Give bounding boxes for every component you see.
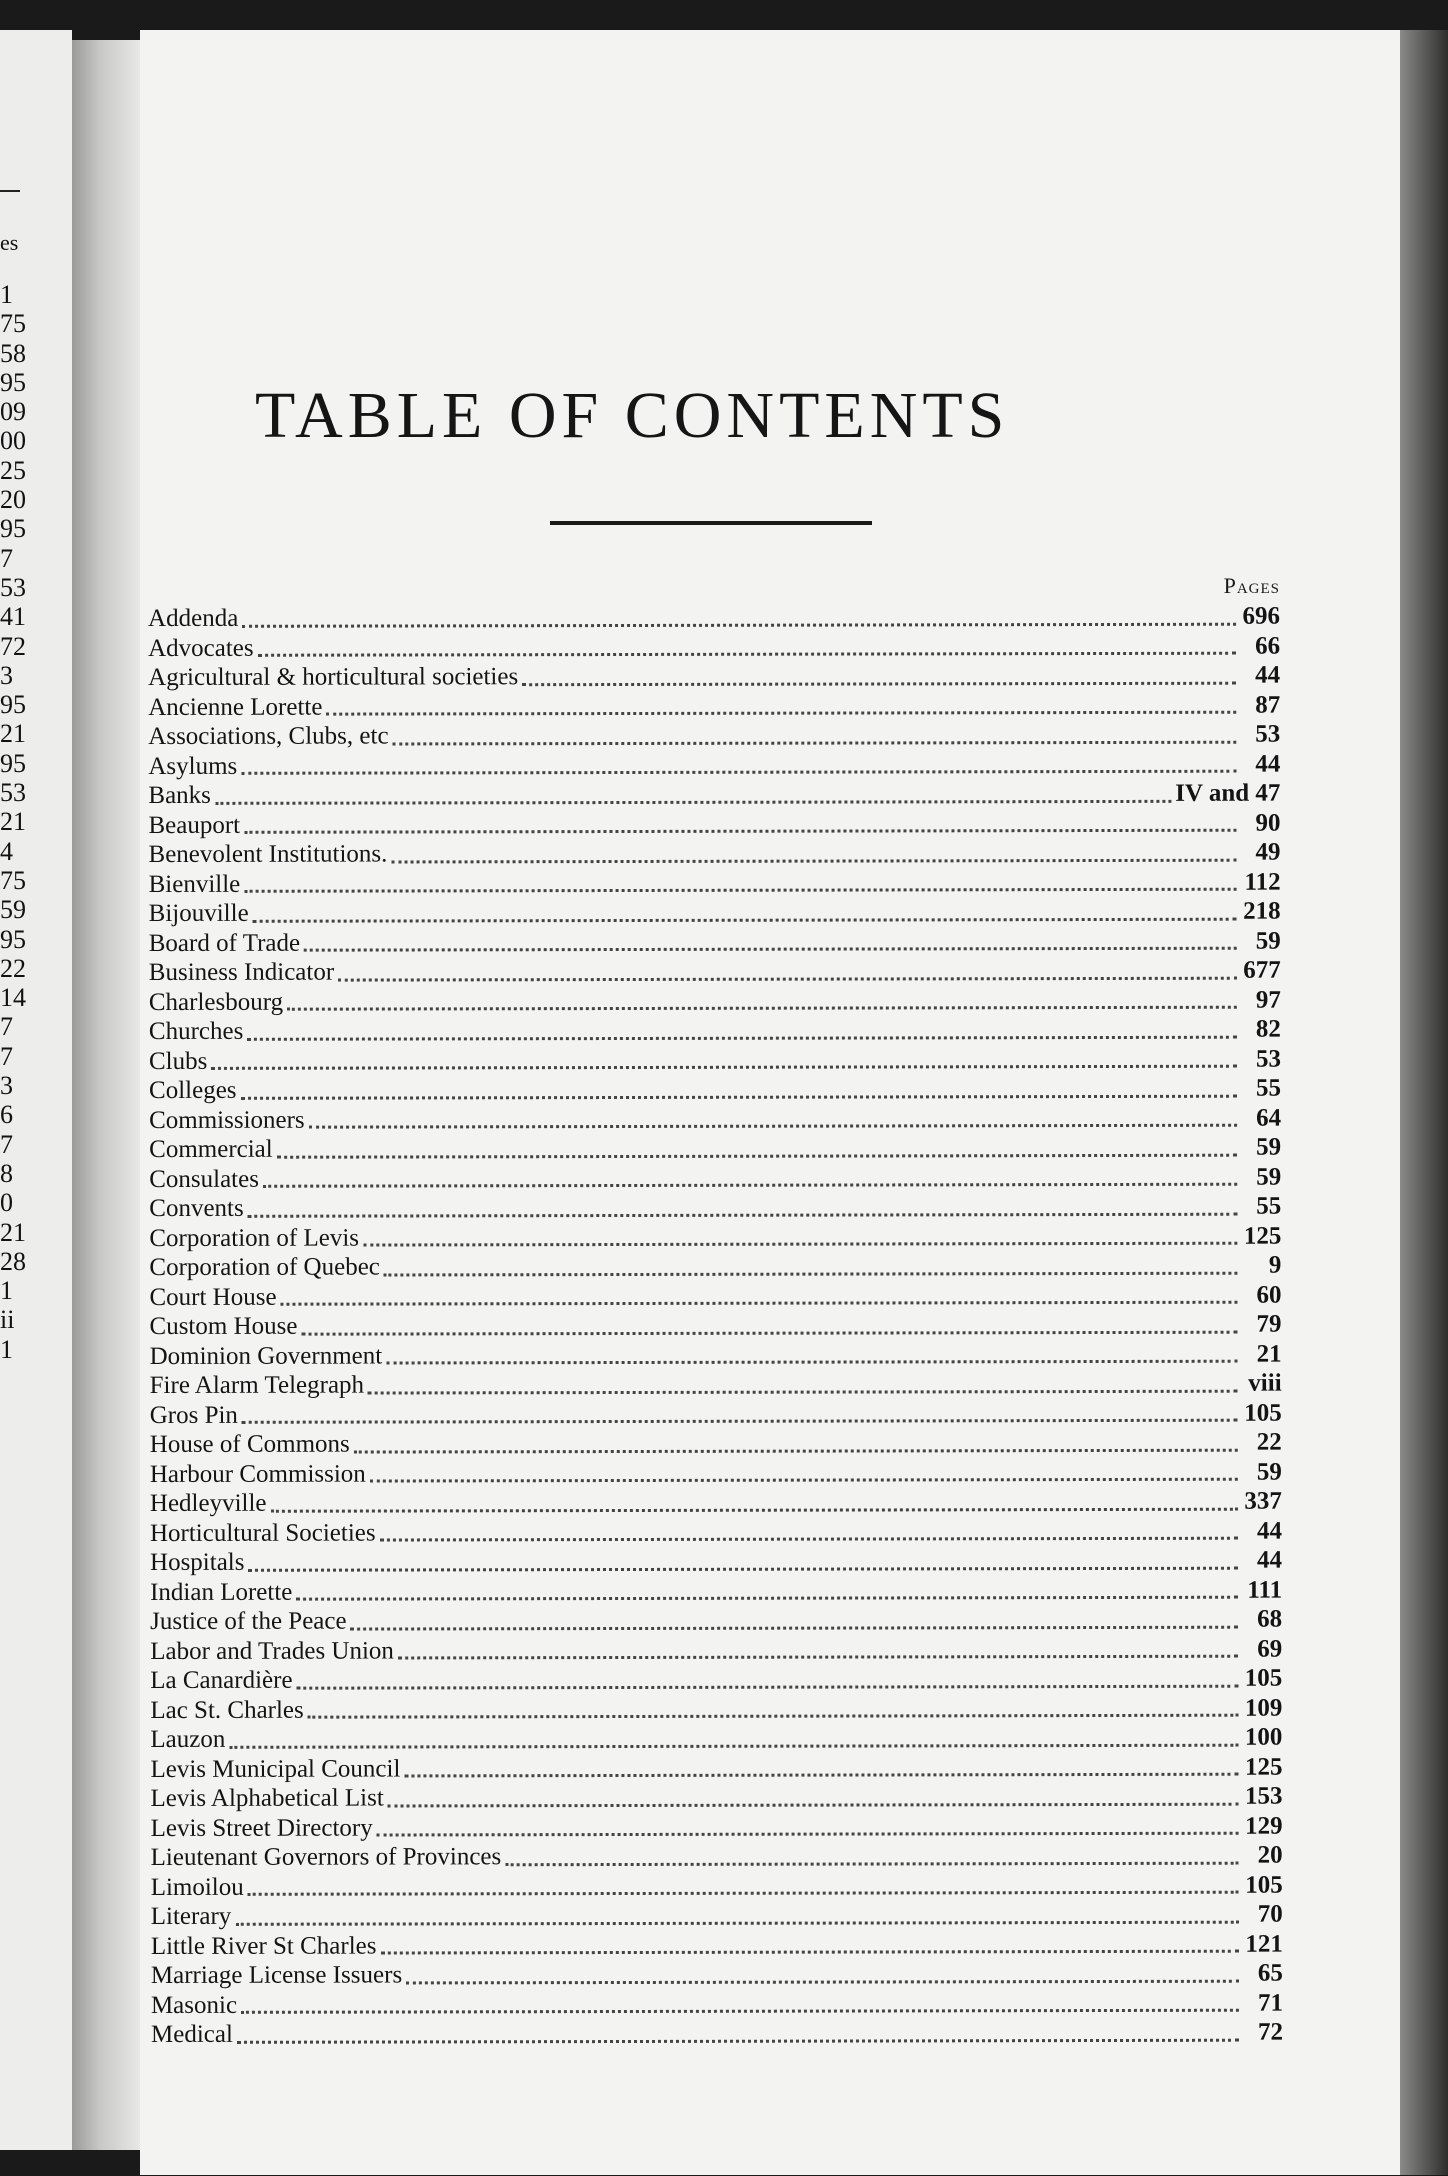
- toc-entry-page: 121: [1245, 1930, 1283, 1958]
- toc-entry-page: 49: [1255, 838, 1281, 866]
- title-rule: [550, 521, 872, 525]
- toc-entry-label: Justice of the Peace: [150, 1607, 347, 1635]
- toc-entry-label: Asylums: [148, 752, 238, 780]
- toc-entry-page: 71: [1257, 1989, 1283, 2017]
- toc-entry-page: 112: [1244, 868, 1281, 896]
- toc-entry: [149, 1075, 1281, 1107]
- dot-leader: [297, 1684, 1239, 1689]
- toc-entry-page: 129: [1245, 1812, 1283, 1840]
- toc-entry-label: Ancienne Lorette: [148, 693, 323, 721]
- facing-page-number: 14: [0, 983, 26, 1013]
- toc-entry: [149, 1104, 1281, 1136]
- toc-entry: [150, 1340, 1282, 1372]
- toc-entry-page: 125: [1244, 1753, 1283, 1781]
- toc-entry-page: 105: [1244, 1664, 1283, 1692]
- toc-entry-page: 82: [1255, 1015, 1281, 1043]
- book-edge: [1400, 30, 1448, 2175]
- dot-leader: [505, 1861, 1238, 1866]
- dot-leader: [271, 1507, 1238, 1512]
- toc-entry-page: 59: [1256, 1163, 1282, 1191]
- toc-entry-page: 111: [1247, 1576, 1283, 1604]
- toc-entry-page: 44: [1256, 1517, 1282, 1545]
- toc-entry: [150, 1370, 1282, 1402]
- toc-entry-label: Commissioners: [149, 1106, 305, 1134]
- dot-leader: [242, 622, 1236, 627]
- dot-leader: [304, 947, 1237, 952]
- toc-entry-page: 105: [1245, 1871, 1283, 1899]
- toc-entry: [151, 1930, 1283, 1962]
- toc-entry-label: Convents: [149, 1194, 244, 1222]
- toc-entry: [149, 1016, 1281, 1048]
- facing-page-number: 95: [0, 748, 26, 778]
- toc-entry: [150, 1488, 1282, 1520]
- facing-page-header: es: [0, 230, 19, 255]
- toc-entry-label: Benevolent Institutions.: [148, 840, 388, 868]
- toc-entry-label: Court House: [149, 1283, 277, 1311]
- toc-entry-page: 55: [1255, 1074, 1282, 1102]
- toc-entry-page: 70: [1257, 1900, 1283, 1928]
- toc-entry-page: 59: [1255, 927, 1281, 955]
- toc-entry-page: IV and 47: [1175, 779, 1281, 807]
- facing-page-number: 3: [0, 1071, 13, 1101]
- facing-page-number: 95: [0, 690, 26, 720]
- toc-entry-label: Labor and Trades Union: [150, 1636, 394, 1665]
- pages-column-header: Pages: [1223, 573, 1280, 598]
- toc-entry-label: Business Indicator: [148, 958, 335, 986]
- dot-leader: [235, 1920, 1238, 1925]
- toc-entry-label: Horticultural Societies: [149, 1519, 376, 1547]
- toc-entry: [149, 1311, 1281, 1343]
- toc-entry: [149, 898, 1281, 930]
- toc-entry-label: Hospitals: [149, 1548, 245, 1576]
- dot-leader: [215, 799, 1171, 804]
- toc-entry-label: Literary: [150, 1902, 232, 1930]
- dot-leader: [380, 1537, 1238, 1542]
- toc-entry-label: Levis Alphabetical List: [150, 1784, 384, 1812]
- facing-page-number: 75: [0, 309, 26, 339]
- toc-entry-label: Harbour Commission: [149, 1460, 366, 1488]
- toc-entry-page: 87: [1255, 691, 1281, 719]
- toc-entry-page: 9: [1268, 1251, 1282, 1279]
- facing-page-number: 4: [0, 836, 13, 866]
- toc-entry-page: 337: [1244, 1487, 1282, 1515]
- toc-entry: [149, 1281, 1281, 1313]
- toc-entry-label: Churches: [148, 1017, 244, 1045]
- dot-leader: [241, 1094, 1238, 1099]
- toc-entry-page: 53: [1255, 720, 1281, 748]
- toc-entry-page: 696: [1242, 602, 1281, 630]
- toc-entry-label: Corporation of Quebec: [149, 1253, 380, 1281]
- toc-entry: [151, 1989, 1283, 2021]
- dot-leader: [368, 1389, 1238, 1394]
- toc-entry-page: 677: [1243, 956, 1281, 984]
- toc-entry: [150, 1606, 1282, 1638]
- toc-entry-page: 64: [1256, 1104, 1282, 1132]
- facing-page-number: 22: [0, 953, 26, 983]
- dot-leader: [363, 1242, 1237, 1247]
- page-title: TABLE OF CONTENTS: [255, 379, 1010, 452]
- toc-entry: [148, 662, 1280, 694]
- toc-entry: [149, 986, 1281, 1018]
- facing-page-number: 1: [0, 1276, 13, 1306]
- dot-leader: [296, 1596, 1238, 1601]
- toc-entry-label: Fire Alarm Telegraph: [149, 1371, 365, 1399]
- facing-page-number: 28: [0, 1246, 26, 1276]
- toc-entry-label: Lauzon: [150, 1725, 226, 1753]
- toc-entry-label: Hedleyville: [149, 1489, 267, 1517]
- toc-entry: [151, 1960, 1283, 1992]
- toc-entry-label: Corporation of Levis: [149, 1224, 360, 1252]
- dot-leader: [258, 652, 1236, 657]
- toc-entry-label: Bienville: [148, 870, 241, 898]
- dot-leader: [377, 1832, 1239, 1837]
- toc-entry-label: Associations, Clubs, etc: [148, 722, 389, 750]
- toc-entry-label: Masonic: [150, 1991, 238, 2019]
- toc-entry-page: 218: [1243, 897, 1281, 925]
- toc-entry-label: Clubs: [148, 1047, 208, 1075]
- toc-entry: [148, 780, 1280, 812]
- toc-entry-label: Beauport: [148, 811, 241, 839]
- toc-entry-page: 69: [1257, 1635, 1283, 1663]
- dot-leader: [242, 1419, 1238, 1424]
- dot-leader: [354, 1448, 1238, 1453]
- toc-entry-label: Custom House: [149, 1312, 298, 1340]
- toc-entry-page: 68: [1257, 1605, 1283, 1633]
- toc-entry: [150, 1694, 1282, 1726]
- toc-entry: [148, 721, 1280, 753]
- toc-entry-page: 97: [1255, 986, 1281, 1014]
- toc-entry-page: 44: [1255, 661, 1281, 689]
- toc-entry-page: 44: [1256, 1546, 1283, 1574]
- toc-entry-label: Limoilou: [150, 1873, 244, 1901]
- facing-page-number: 53: [0, 778, 26, 808]
- facing-page-number: ii: [0, 1305, 15, 1335]
- toc-entry-label: Banks: [148, 781, 211, 809]
- toc-entry: [150, 1429, 1282, 1461]
- dot-leader: [244, 829, 1236, 834]
- dot-leader: [386, 1360, 1237, 1365]
- dot-leader: [229, 1743, 1238, 1748]
- toc-entry-page: 153: [1244, 1782, 1283, 1810]
- toc-entry: [149, 1252, 1281, 1284]
- toc-entry-label: Advocates: [148, 634, 254, 662]
- dot-leader: [244, 888, 1236, 893]
- dot-leader: [277, 1153, 1237, 1158]
- dot-leader: [406, 1979, 1239, 1984]
- dot-leader: [326, 711, 1236, 716]
- toc-entry-label: Lac St. Charles: [150, 1696, 304, 1724]
- facing-page-number: 20: [0, 485, 26, 515]
- toc-entry-page: 60: [1256, 1281, 1282, 1309]
- toc-entry-page: 90: [1255, 809, 1281, 837]
- toc-entry: [148, 839, 1280, 871]
- dot-leader: [237, 2038, 1239, 2043]
- facing-page-number: 21: [0, 719, 26, 749]
- facing-page-number: 58: [0, 338, 26, 368]
- dot-leader: [380, 1950, 1238, 1955]
- facing-page-number: 7: [0, 543, 13, 573]
- toc-entry: [148, 809, 1280, 841]
- toc-entry-label: Lieutenant Governors of Provinces: [150, 1843, 502, 1871]
- toc-entry-label: Little River St Charles: [150, 1932, 377, 1960]
- facing-page-number: 72: [0, 631, 26, 661]
- toc-entry-page: 53: [1255, 1045, 1281, 1073]
- toc-entry: [149, 1134, 1281, 1166]
- toc-entry: [150, 1753, 1282, 1785]
- book-gutter: [72, 40, 142, 2150]
- facing-page-number: 95: [0, 367, 26, 397]
- dot-leader: [281, 1301, 1238, 1306]
- facing-page-number: 21: [0, 1217, 26, 1247]
- toc-entry-label: Colleges: [148, 1076, 237, 1104]
- facing-page-number: 6: [0, 1100, 13, 1130]
- toc-entry-label: Consulates: [149, 1165, 259, 1193]
- toc-entry-label: Levis Municipal Council: [150, 1754, 401, 1783]
- dot-leader: [248, 1212, 1238, 1217]
- facing-page-number: 75: [0, 865, 26, 895]
- toc-entry-page: 72: [1257, 2018, 1284, 2046]
- dot-leader: [301, 1330, 1237, 1335]
- toc-entry: [150, 1547, 1282, 1579]
- dot-leader: [241, 2009, 1239, 2014]
- dot-leader: [522, 681, 1236, 685]
- toc-entry-page: 66: [1255, 632, 1281, 660]
- toc-entry: [148, 750, 1280, 782]
- dot-leader: [338, 976, 1237, 981]
- toc-entry: [149, 957, 1281, 989]
- facing-page-numbers: [0, 280, 26, 1364]
- toc-entry-page: 20: [1257, 1841, 1283, 1869]
- facing-page-number: 25: [0, 455, 26, 485]
- dot-leader: [211, 1065, 1237, 1070]
- dot-leader: [370, 1478, 1238, 1483]
- dot-leader: [263, 1183, 1237, 1188]
- facing-page-number: 00: [0, 426, 26, 456]
- facing-page-number: 1: [0, 1334, 13, 1364]
- dot-leader: [248, 1891, 1239, 1896]
- toc-entry-page: 100: [1244, 1723, 1283, 1751]
- toc-entry: [149, 927, 1281, 959]
- toc-entry-page: 125: [1243, 1222, 1282, 1250]
- dot-leader: [351, 1625, 1239, 1630]
- facing-page-number: 59: [0, 895, 26, 925]
- toc-entry: [148, 691, 1280, 723]
- toc-entry: [150, 1576, 1282, 1608]
- toc-entry-label: Commercial: [149, 1135, 273, 1163]
- toc-entry: [151, 1901, 1283, 1933]
- toc-entry: [149, 1193, 1281, 1225]
- toc-entry-label: Charlesbourg: [148, 988, 284, 1016]
- dot-leader: [388, 1802, 1239, 1807]
- toc-entry-page: 65: [1257, 1959, 1283, 1987]
- toc-entry: [149, 868, 1281, 900]
- facing-page-number: 95: [0, 924, 26, 954]
- toc-entry: [150, 1665, 1282, 1697]
- facing-page-number: 8: [0, 1158, 13, 1188]
- toc-entry-label: Agricultural & horticultural societies: [148, 663, 519, 691]
- toc-entry: [150, 1635, 1282, 1667]
- toc-entry-label: Indian Lorette: [150, 1578, 293, 1606]
- toc-entry: [150, 1399, 1282, 1431]
- dot-leader: [287, 1006, 1237, 1011]
- dot-leader: [398, 1655, 1238, 1660]
- dot-leader: [309, 1124, 1237, 1129]
- dot-leader: [253, 917, 1237, 922]
- toc-entry-page: 55: [1256, 1192, 1282, 1220]
- facing-page-number: 53: [0, 572, 26, 602]
- dot-leader: [393, 740, 1237, 745]
- toc-entry-label: Addenda: [148, 604, 239, 632]
- facing-page-rule: [0, 190, 20, 192]
- dot-leader: [308, 1714, 1239, 1719]
- toc-entry-label: Bijouville: [148, 899, 249, 927]
- toc-entry-page: 22: [1256, 1428, 1282, 1456]
- toc-entry-page: 79: [1256, 1310, 1282, 1338]
- toc-entry-page: viii: [1248, 1369, 1282, 1397]
- facing-page-edge: [0, 30, 72, 2150]
- toc-entry-page: 44: [1255, 750, 1281, 778]
- toc-entry-label: Board of Trade: [148, 929, 301, 957]
- toc-entry: [150, 1783, 1282, 1815]
- toc-entry-label: Dominion Government: [149, 1342, 383, 1370]
- toc-entry-label: Medical: [150, 2020, 233, 2048]
- facing-page-number: 0: [0, 1188, 13, 1218]
- toc-entry-page: 21: [1256, 1340, 1282, 1368]
- toc-entry: [151, 1842, 1283, 1874]
- facing-page-number: 21: [0, 807, 26, 837]
- dot-leader: [384, 1271, 1238, 1276]
- dot-leader: [248, 1566, 1238, 1571]
- toc-entry: [151, 1812, 1283, 1844]
- facing-page-number: 95: [0, 514, 26, 544]
- toc-entry-page: 105: [1244, 1399, 1282, 1427]
- toc-list: [148, 603, 1283, 2051]
- toc-entry: [151, 2019, 1283, 2051]
- toc-entry-label: Marriage License Issuers: [150, 1961, 403, 1989]
- dot-leader: [404, 1773, 1238, 1778]
- toc-entry: [148, 603, 1280, 635]
- facing-page-number: 7: [0, 1012, 13, 1042]
- toc-entry-label: House of Commons: [149, 1430, 350, 1458]
- facing-page-number: 41: [0, 602, 26, 632]
- toc-entry: [148, 632, 1280, 664]
- toc-entry-label: La Canardière: [150, 1666, 293, 1694]
- dot-leader: [241, 770, 1236, 775]
- toc-entry: [151, 1871, 1283, 1903]
- toc-entry-page: 59: [1256, 1133, 1282, 1161]
- facing-page-number: 7: [0, 1129, 13, 1159]
- toc-entry-label: Levis Street Directory: [150, 1814, 373, 1842]
- dot-leader: [247, 1035, 1237, 1040]
- toc-entry: [150, 1517, 1282, 1549]
- toc-entry: [150, 1458, 1282, 1490]
- toc-entry: [149, 1045, 1281, 1077]
- toc-entry-page: 109: [1244, 1694, 1283, 1722]
- toc-entry-label: Gros Pin: [149, 1401, 238, 1429]
- facing-page-number: 09: [0, 397, 26, 427]
- toc-entry: [149, 1222, 1281, 1254]
- facing-page-number: 3: [0, 660, 13, 690]
- toc-entry: [149, 1163, 1281, 1195]
- toc-entry: [150, 1724, 1282, 1756]
- facing-page-number: 1: [0, 280, 13, 309]
- toc-entry-page: 59: [1256, 1458, 1282, 1486]
- dot-leader: [391, 858, 1236, 863]
- facing-page-number: 7: [0, 1041, 13, 1071]
